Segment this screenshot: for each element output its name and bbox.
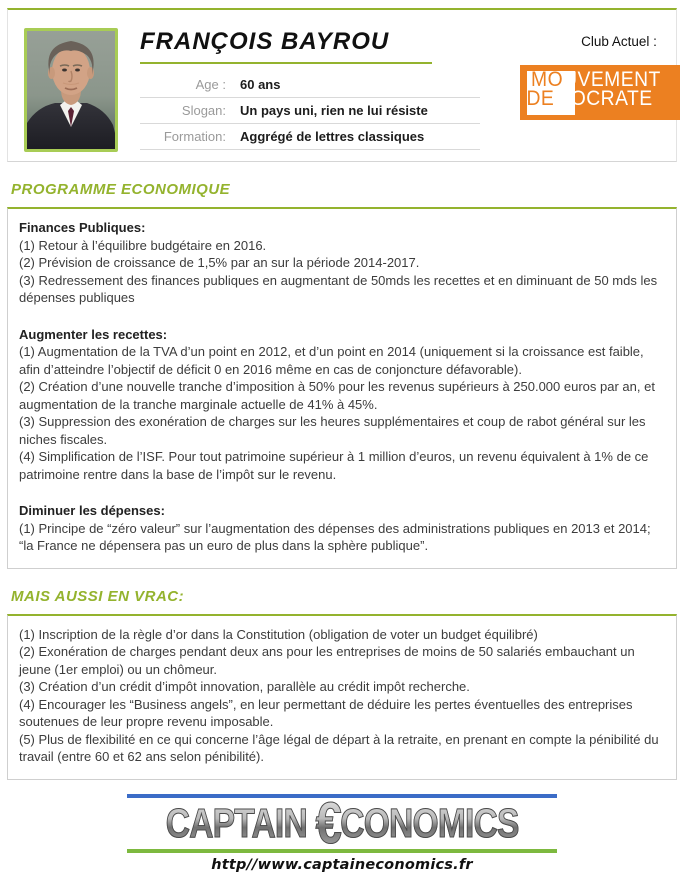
- section-heading: MAIS AUSSI EN VRAC:: [11, 587, 185, 605]
- field-row-age: [140, 72, 480, 98]
- modem-logo-text: [520, 69, 667, 110]
- club-actuel-label: Club Actuel :: [581, 34, 657, 49]
- program-item: (5) Plus de flexibilité en ce qui concerne l’âge légal de départ à la retraite, en prenant en compte la pénibilité du travail (entre 60 et 62 ans selon pénibilité).: [19, 731, 659, 764]
- site-url-link[interactable]: http//www.captaineconomics.fr: [211, 856, 473, 873]
- program-item: (4) Simplification de l’ISF. Pour tout patrimoine supérieur à 1 million d’euros, un revenu équivalent à 1% de ce patrimoine rentre dans la base de l’impôt sur le revenu.: [19, 449, 649, 482]
- program-item: (1) Augmentation de la TVA d’un point en 2012, et d’un point en 2014 (uniquement si la croissance est faible, afin d’atteindre l’objectif de déficit 0 en 2016 même en cas de conjoncture défavorable).: [19, 344, 644, 377]
- section-mais-aussi-en-vrac: [7, 588, 677, 780]
- mouvement-democrate-logo: [520, 65, 680, 120]
- euro-symbol: €: [315, 790, 341, 856]
- modem-line2-orange: DE: [526, 87, 555, 110]
- field-row-slogan: [140, 98, 480, 124]
- program-item: (3) Suppression des exonération de charges sur les heures supplémentaires et coup de rabot général sur les niches fiscales.: [19, 414, 646, 447]
- program-item: (3) Redressement des finances publiques en augmentant de 50mds les recettes et en diminuant de 50 mds les dépenses publiques: [19, 272, 658, 305]
- section-programme-economique: [7, 181, 677, 569]
- field-label-slogan: Slogan:: [181, 103, 226, 118]
- program-group: [19, 502, 662, 555]
- player-fields: [140, 72, 480, 150]
- section-heading: PROGRAMME ECONOMIQUE: [11, 181, 231, 198]
- portrait-photo: [24, 28, 118, 152]
- program-group: [19, 219, 662, 307]
- section-box: [7, 614, 677, 780]
- field-value-slogan: Un pays uni, rien ne lui résiste: [240, 103, 428, 118]
- modem-line1-white: UVEMENT: [563, 68, 661, 91]
- program-group: [19, 626, 662, 766]
- portrait-illustration: [27, 31, 115, 149]
- footer: [0, 790, 684, 874]
- program-item: (2) Exonération de charges pendant deux ans pour les entreprises de moins de 50 salariés embauchant un jeune (1er emploi) ou un chômeur.: [19, 644, 635, 677]
- field-row-formation: [140, 124, 480, 150]
- logo-green-rule: [127, 849, 557, 853]
- section-box: [7, 207, 677, 569]
- modem-line2-white: MOCRATE: [554, 87, 653, 110]
- program-item: (1) Retour à l’équilibre budgétaire en 2016.: [19, 237, 267, 253]
- program-item: (1) Principe de “zéro valeur” sur l’augmentation des dépenses des administrations publiques en 2013 et 2014; “la France ne dépensera pas un euro de plus dans la sphère publique”.: [19, 520, 651, 553]
- program-item: (4) Encourager les “Business angels”, en leur permettant de déduire les pertes éventuelles des entreprises soutenues de leur propre revenu imposable.: [19, 696, 633, 729]
- field-value-age: 60 ans: [240, 77, 281, 92]
- program-item: (3) Création d’un crédit d’impôt innovation, parallèle au crédit impôt recherche.: [19, 679, 470, 694]
- program-item: (2) Création d’une nouvelle tranche d’imposition à 50% pour les revenus supérieurs à 250.000 euros par an, et augmentation de la tranche marginale actuelle de 41% à 45%.: [19, 379, 655, 412]
- program-group-title: Augmenter les recettes:: [19, 326, 168, 342]
- modem-line1-orange: MO: [531, 68, 564, 91]
- program-group-title: Diminuer les dépenses:: [19, 503, 165, 518]
- field-value-formation: Aggrégé de lettres classiques: [240, 129, 425, 144]
- logo-wordmark: CAPTAIN €CONOMICS: [165, 790, 519, 856]
- field-label-formation: Formation:: [163, 129, 226, 144]
- program-group: [19, 326, 662, 484]
- program-item: (1) Inscription de la règle d’or dans la Constitution (obligation de voter un budget équilibré): [19, 626, 538, 642]
- player-name: FRANÇOIS BAYROU: [140, 28, 432, 64]
- program-group-title: Finances Publiques:: [19, 220, 146, 235]
- field-label-age: Age :: [195, 77, 226, 92]
- captain-economics-logo: [125, 790, 559, 856]
- logo-blue-rule: [127, 794, 557, 798]
- program-item: (2) Prévision de croissance de 1,5% par an sur la période 2014-2017.: [19, 255, 420, 270]
- player-card: [7, 8, 677, 162]
